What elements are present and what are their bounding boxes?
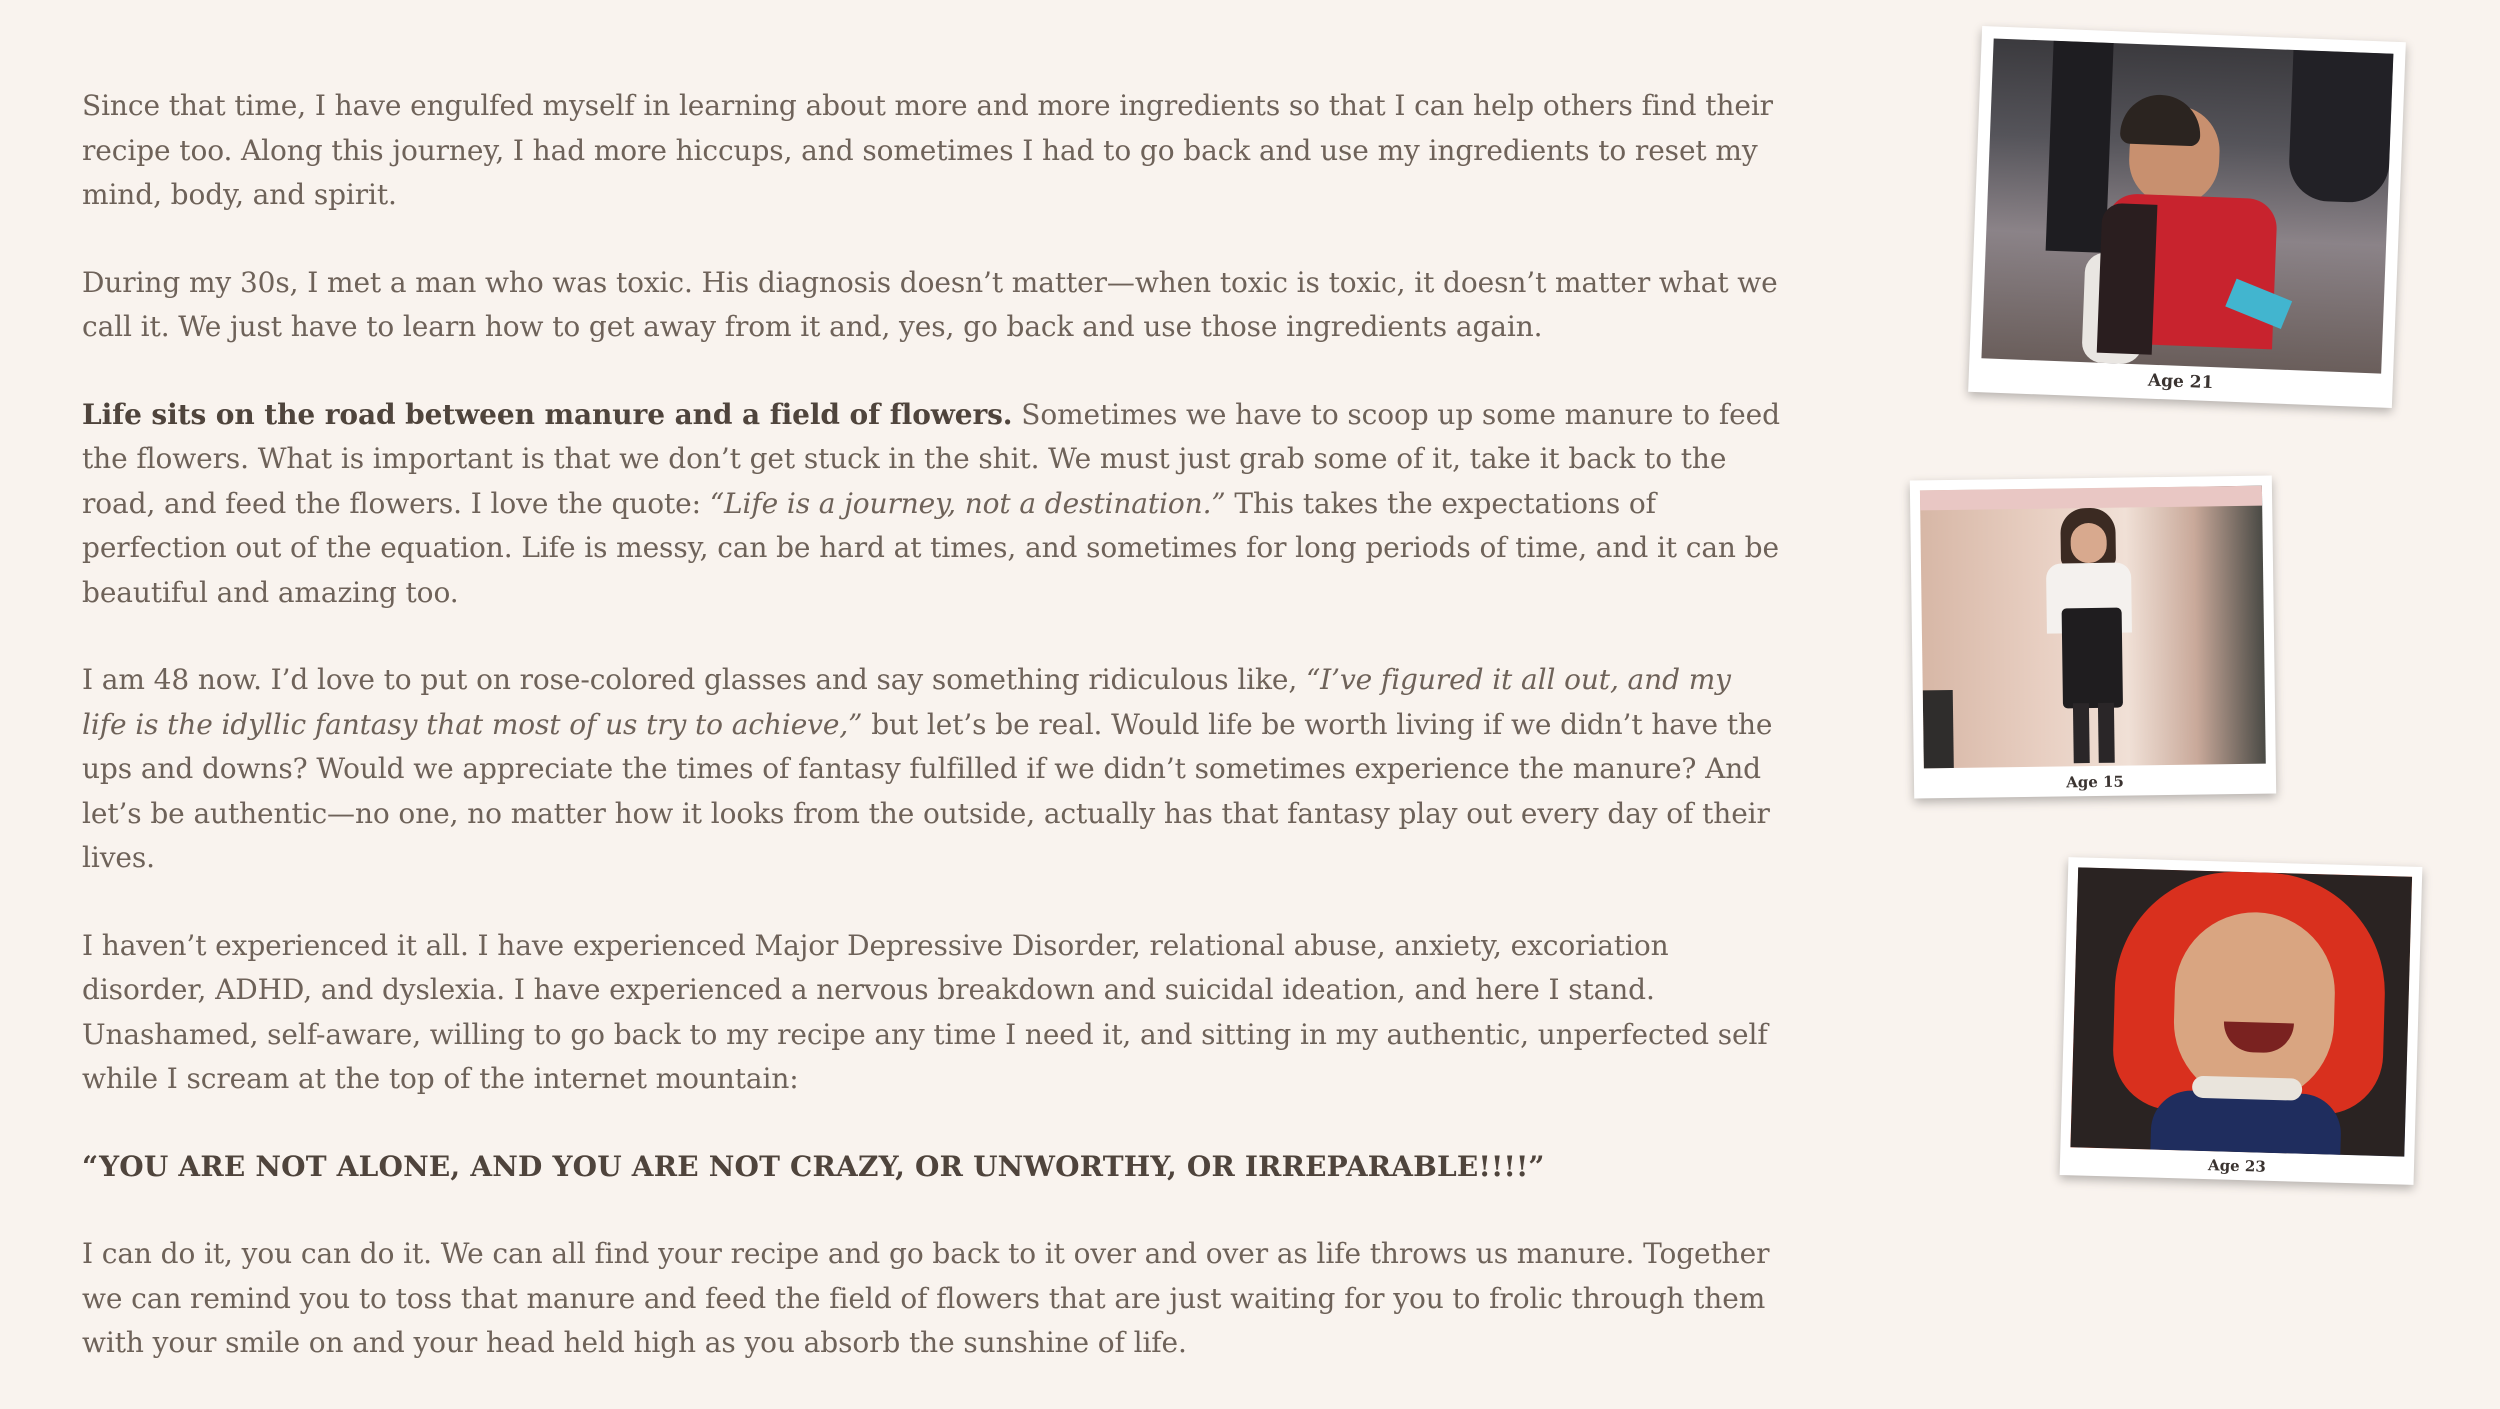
italic-quote: “Life is a journey, not a destination.”	[709, 486, 1226, 520]
polaroid-photo-age-15	[1910, 475, 2276, 798]
photo-image	[1981, 38, 2393, 373]
photo-caption: Age 15	[2066, 772, 2125, 792]
paragraph-toxic-man: During my 30s, I met a man who was toxic. His diagnosis doesn’t matter—when toxic is toxic, it doesn’t matter what we call it. We just have to learn how to get away from it and, yes, go back and use those ingredients again.	[82, 265, 1778, 343]
paragraph-ingredients: Since that time, I have engulfed myself in learning about more and more ingredients so that I can help others find their recipe too. Along this journey, I had more hiccups, and sometimes I had to go back and use my ingredients to reset my mind, body, and spirit.	[82, 89, 1773, 211]
polaroid-photo-age-23	[2060, 857, 2423, 1185]
photo-caption: Age 23	[2207, 1156, 2267, 1176]
paragraph-text: This takes the expectations of perfection out of the equation. Life is messy, can be hard at times, and sometimes for long periods of time, and it can be beautiful and amazing too.	[82, 486, 1779, 609]
paragraph-age-48	[82, 658, 1782, 881]
paragraph-text: Sometimes we have to scoop up some manure to feed the flowers. What is important is that we don’t get stuck in the shit. We must just grab some of it, take it back to the road, and feed the flowers. I love the quote:	[82, 397, 1780, 520]
photo-image	[2070, 867, 2412, 1156]
photo-caption: Age 21	[2147, 370, 2214, 394]
polaroid-photo-age-21	[1968, 26, 2406, 408]
shout-heading: “YOU ARE NOT ALONE, AND YOU ARE NOT CRAZY, OR UNWORTHY, OR IRREPARABLE!!!!”	[82, 1149, 1545, 1183]
bold-statement: Life sits on the road between manure and a field of flowers.	[82, 397, 1013, 431]
paragraph-manure-flowers	[82, 393, 1782, 616]
paragraph-text: I am 48 now. I’d love to put on rose-colored glasses and say something ridiculous like,	[82, 663, 1306, 696]
paragraph-text: but let’s be real. Would life be worth living if we didn’t have the ups and downs? Would we appreciate the times of fantasy fulfilled if we didn’t sometimes experience the manure? And let’s be authentic—no one, no matter how it looks from the outside, actually has that fantasy play out every day of their lives.	[82, 707, 1773, 874]
paragraph-closing: I can do it, you can do it. We can all find your recipe and go back to it over and over as life throws us manure. Together we can remind you to toss that manure and feed the field of flowers that are just waiting for you to frolic through them with your smile on and your head held high as you absorb the sunshine of life.	[82, 1237, 1770, 1359]
paragraph-experiences: I haven’t experienced it all. I have experienced Major Depressive Disorder, relational abuse, anxiety, excoriation disorder, ADHD, and dyslexia. I have experienced a nervous breakdown and suicidal ideation, and here I stand. Unashamed, self-aware, willing to go back to my recipe any time I need it, and sitting in my authentic, unperfected self while I scream at the top of the internet mountain:	[82, 928, 1768, 1095]
article-body	[82, 84, 1782, 1409]
italic-quote: “I’ve figured it all out, and my life is the idyllic fantasy that most of us try to achieve,”	[82, 663, 1731, 741]
photo-image	[1920, 486, 2266, 769]
